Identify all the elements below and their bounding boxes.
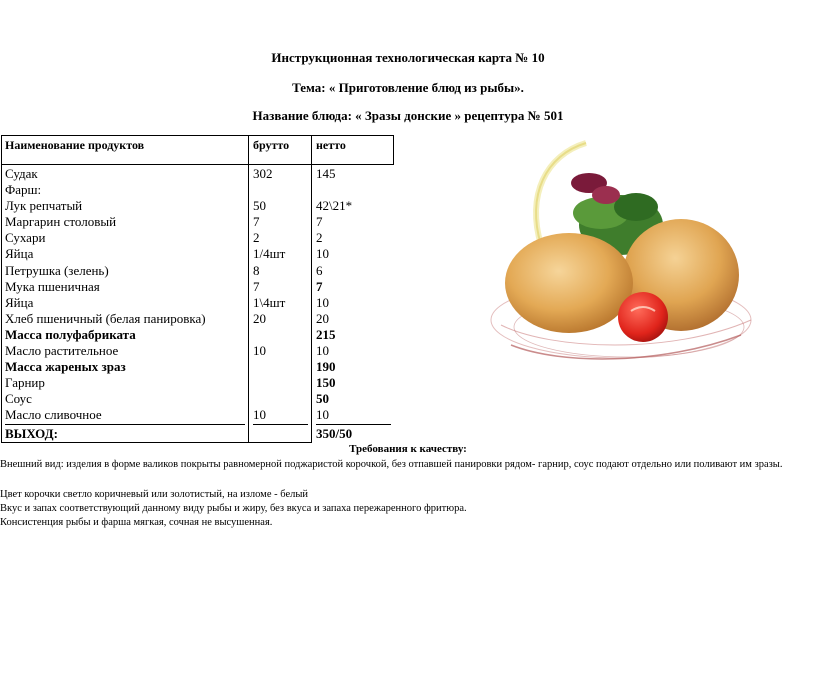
- product-name: Масса полуфабриката: [5, 326, 136, 342]
- gross-value: 7: [253, 214, 260, 230]
- document-title: Инструкционная технологическая карта № 10: [271, 50, 545, 65]
- net-value: 7: [316, 278, 323, 294]
- dish-name-line: Название блюда: « Зразы донские » рецептура № 501: [252, 108, 564, 123]
- gross-value: 2: [253, 230, 260, 246]
- net-value: 20: [316, 310, 329, 326]
- gross-value: 50: [253, 198, 266, 214]
- net-value: 7: [316, 214, 323, 230]
- gross-value: [253, 375, 285, 391]
- quality-requirements-title: Требования к качеству:: [349, 443, 467, 455]
- product-name: Судак: [5, 166, 38, 181]
- gross-value: 10: [253, 407, 266, 423]
- net-value: 10: [316, 343, 329, 359]
- table-header-divider: [1, 164, 394, 165]
- gross-value: [253, 391, 285, 407]
- requirement-appearance: Внешний вид: изделия в форме валиков покрыты равномерной поджаристой корочкой, без отпавшей панировки рядом- гарнир, соус подают отдельно или поливают им зразы.: [0, 459, 783, 470]
- net-value: 190: [316, 359, 336, 375]
- gross-value: [253, 359, 285, 375]
- product-name: Мука пшеничная: [5, 278, 100, 294]
- gross-value: [253, 182, 285, 198]
- net-value: 150: [316, 375, 336, 391]
- product-name: Сухари: [5, 230, 46, 246]
- products-column: [5, 166, 206, 424]
- net-value: 2: [316, 230, 323, 246]
- product-name: Фарш:: [5, 182, 42, 198]
- net-value: 10: [316, 294, 329, 310]
- product-name: Яйца: [5, 246, 34, 262]
- net-value: 6: [316, 262, 323, 278]
- net-column: [316, 166, 352, 424]
- recipe-table: [1, 135, 394, 443]
- requirement-color: Цвет корочки светло коричневый или золотистый, на изломе - белый: [0, 489, 309, 500]
- gross-value: 10: [253, 343, 266, 359]
- output-rule-name: [5, 424, 245, 425]
- product-name: Хлеб пшеничный (белая панировка): [5, 310, 206, 326]
- net-value: 215: [316, 326, 336, 342]
- net-value: 10: [316, 407, 329, 423]
- column-header-net: нетто: [316, 138, 346, 152]
- net-value: 10: [316, 246, 329, 262]
- dish-photo: [471, 135, 767, 370]
- dill-garnish: [614, 193, 658, 221]
- lettuce-garnish: [592, 186, 620, 204]
- gross-value: [253, 327, 285, 343]
- table-divider-col2: [311, 135, 312, 443]
- output-rule-gross: [253, 424, 308, 425]
- gross-value: 1\4шт: [253, 294, 286, 310]
- net-value: [316, 182, 352, 198]
- net-value: 145: [316, 166, 336, 181]
- output-rule-net: [316, 424, 391, 425]
- requirement-consistency: Консистенция рыбы и фарша мягкая, сочная не высушенная.: [0, 517, 273, 528]
- gross-value: 20: [253, 310, 266, 326]
- output-net-value: 350/50: [316, 426, 353, 441]
- topic-line: Тема: « Приготовление блюд из рыбы».: [292, 80, 524, 95]
- table-border-top: [1, 135, 394, 136]
- column-header-gross: брутто: [253, 138, 290, 152]
- product-name: Масса жареных зраз: [5, 359, 126, 375]
- product-name: Масло растительное: [5, 343, 119, 359]
- product-name: Гарнир: [5, 375, 45, 391]
- product-name: Петрушка (зелень): [5, 262, 109, 278]
- output-label: ВЫХОД:: [5, 426, 58, 441]
- requirement-taste: Вкус и запах соответствующий данному виду рыбы и жиру, без вкуса и запаха пережаренного фритюра.: [0, 503, 467, 514]
- gross-value: 1/4шт: [253, 246, 286, 262]
- product-name: Лук репчатый: [5, 198, 83, 214]
- product-name: Маргарин столовый: [5, 214, 117, 230]
- net-value: 42\21*: [316, 198, 353, 214]
- product-name: Масло сливочное: [5, 407, 102, 423]
- product-name: Яйца: [5, 294, 34, 310]
- table-divider-col1: [248, 135, 249, 443]
- gross-value: 302: [253, 166, 273, 181]
- cherry-tomato: [618, 292, 668, 342]
- table-border-right: [393, 135, 394, 165]
- gross-value: 7: [253, 278, 260, 294]
- net-value: 50: [316, 391, 329, 407]
- fish-zrazy-left: [505, 233, 633, 333]
- product-name: Соус: [5, 391, 32, 407]
- column-header-products: Наименование продуктов: [5, 138, 145, 152]
- gross-column: [253, 166, 285, 424]
- table-border-left: [1, 135, 2, 443]
- gross-value: 8: [253, 262, 260, 278]
